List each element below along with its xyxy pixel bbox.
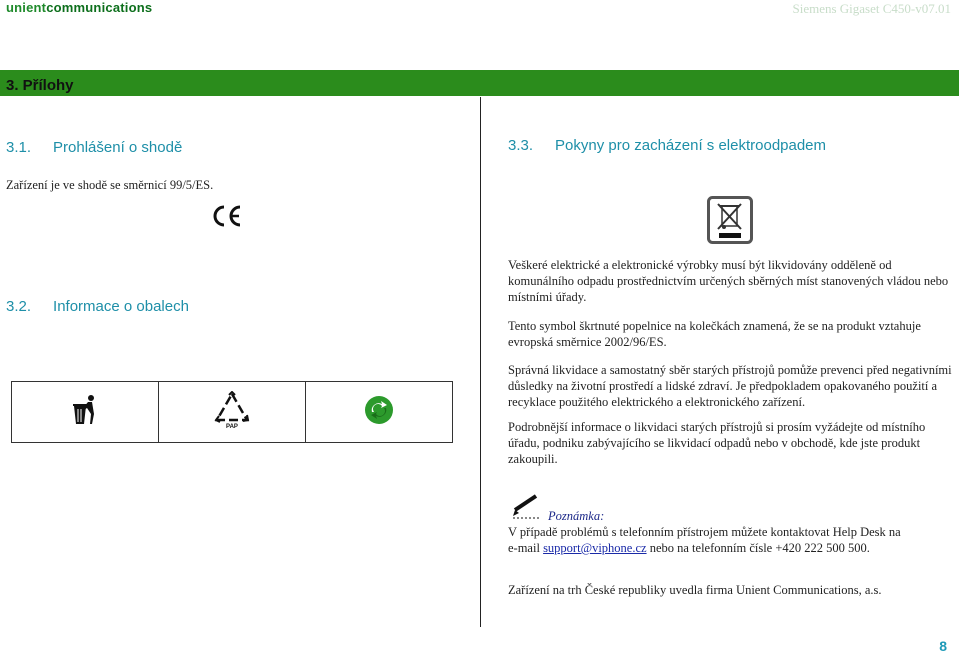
heading-text: Prohlášení o shodě xyxy=(53,139,183,156)
brand-logo xyxy=(6,0,152,15)
packaging-cell xyxy=(306,382,453,443)
pap-label: PAP xyxy=(226,424,238,430)
note-label: Poznámka: xyxy=(548,509,605,523)
heading-packaging xyxy=(6,298,189,315)
distributor-text: Zařízení na trh České republiky uvedla firma Unient Communications, a.s. xyxy=(508,583,882,597)
packaging-cell xyxy=(12,382,159,443)
heading-number: 3.2. xyxy=(6,298,32,315)
note-text xyxy=(508,524,956,556)
section-bar xyxy=(0,70,959,96)
note-email-prefix: e-mail xyxy=(508,541,544,555)
heading-number: 3.3. xyxy=(508,137,534,154)
ce-mark-icon xyxy=(211,204,243,233)
packaging-symbols-table xyxy=(11,381,453,443)
weee-paragraph-4: Podrobnější informace o likvidaci starých přístrojů si prosím vyžádejte od místního úřadu, podniku zabývajícího se likvidací odpadů nebo v obchodě, kde jste produkt zakoupili. xyxy=(508,420,926,466)
heading-text: Informace o obalech xyxy=(53,298,189,315)
document-title: Siemens Gigaset C450-v07.01 xyxy=(792,1,951,16)
support-email-link[interactable]: support@viphone.cz xyxy=(543,541,647,555)
packaging-cell xyxy=(159,382,306,443)
page-number: 8 xyxy=(939,638,947,654)
crossed-bin-icon xyxy=(707,196,753,249)
brand-part1: unient xyxy=(6,0,47,15)
green-dot-icon xyxy=(364,412,394,429)
heading-declaration xyxy=(6,139,182,156)
weee-paragraph-3: Správná likvidace a samostatný sběr starých přístrojů pomůže prevenci před negativními důsledky na životní prostředí a lidské zdraví. Je předpokladem opakovaného použití a recyklace použitého elektrického a elektronického zařízení. xyxy=(508,363,952,409)
weee-paragraph-1: Veškeré elektrické a elektronické výrobky musí být likvidovány odděleně od komunálního odpadu prostřednictvím určených sběrných míst stanovených vládou nebo místními úřady. xyxy=(508,258,949,304)
recycle-pap-icon xyxy=(214,391,250,433)
heading-weee xyxy=(508,137,826,154)
section-title: 3. Přílohy xyxy=(6,77,74,94)
brand-part2: communications xyxy=(46,0,153,15)
pencil-note-icon xyxy=(512,494,542,525)
heading-text: Pokyny pro zacházení s elektroodpadem xyxy=(555,137,827,154)
conformity-text: Zařízení je ve shodě se směrnicí 99/5/ES. xyxy=(6,178,214,192)
weee-paragraph-2: Tento symbol škrtnuté popelnice na kolečkách znamená, že se na produkt vztahuje evropská směrnice 2002/96/ES. xyxy=(508,319,921,349)
trash-person-icon xyxy=(72,413,98,430)
heading-number: 3.1. xyxy=(6,139,32,156)
column-divider xyxy=(480,97,481,627)
note-text-line1: V případě problémů s telefonním přístrojem můžete kontaktovat Help Desk na xyxy=(508,525,901,539)
note-text-line2: nebo na telefonním čísle +420 222 500 500. xyxy=(646,541,870,555)
